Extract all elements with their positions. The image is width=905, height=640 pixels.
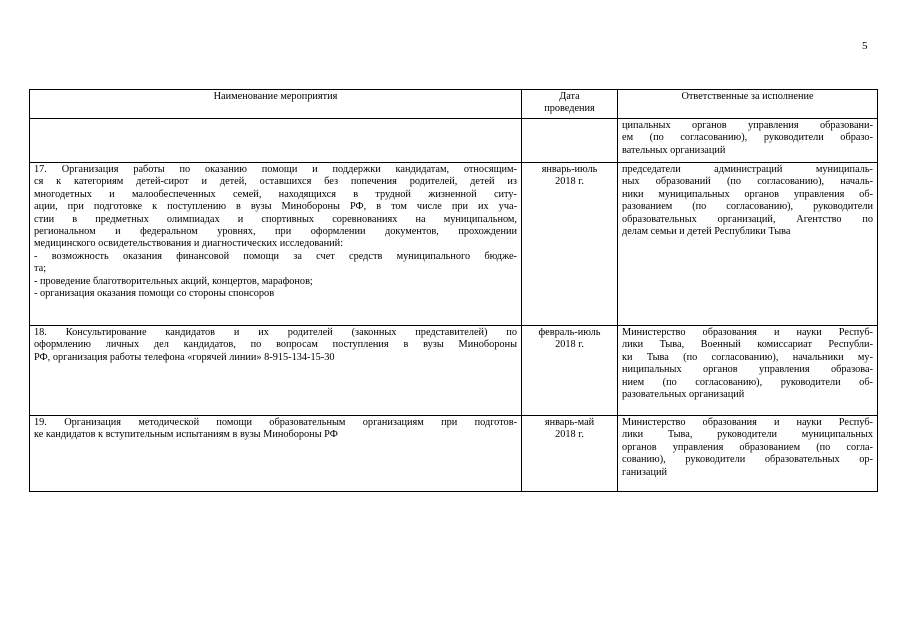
events-table bbox=[29, 89, 878, 492]
event-name-line: - возможность оказания финансовой помощи за счет средств муниципального бюдже- bbox=[34, 250, 517, 262]
responsible-cell bbox=[618, 119, 878, 163]
date-cell bbox=[522, 326, 618, 416]
event-name-cell bbox=[30, 119, 522, 163]
event-name-cell bbox=[30, 326, 522, 416]
responsible-line: председатели администраций муниципаль- bbox=[622, 164, 873, 175]
responsible-line: ки Тыва (по согласованию), начальники му- bbox=[622, 351, 873, 363]
responsible-line: ниципальных органов управления образова- bbox=[622, 364, 873, 376]
date-line: 2018 г. bbox=[555, 339, 584, 351]
responsible-line: образовательных организаций, Агентство по bbox=[622, 213, 873, 225]
responsible-line: органов управления образованием (по согла- bbox=[622, 441, 873, 453]
table-row-17 bbox=[30, 163, 878, 326]
responsible-line: вательных организаций bbox=[622, 144, 726, 156]
table-row-19 bbox=[30, 416, 878, 492]
header-date-line: проведения bbox=[544, 103, 595, 115]
responsible-line: ципальных органов управления образовани- bbox=[622, 120, 873, 131]
responsible-line: ники муниципальных органов управления об- bbox=[622, 188, 873, 200]
responsible-line: ганизаций bbox=[622, 466, 667, 478]
event-name-line: многодетных и малообеспеченных семей, находящихся в трудной жизненной ситу- bbox=[34, 188, 517, 200]
page-number: 5 bbox=[862, 40, 868, 52]
event-name-line: - организация оказания помощи со стороны спонсоров bbox=[34, 288, 275, 300]
header-date-line: Дата bbox=[559, 91, 580, 102]
event-name-line: медицинского освидетельствования и диагностических исследований: bbox=[34, 238, 344, 250]
date-cell bbox=[522, 416, 618, 492]
event-name-line: РФ, организация работы телефона «горячей линии» 8-915-134-15-30 bbox=[34, 351, 335, 363]
responsible-line: Министерство образования и науки Респуб- bbox=[622, 327, 873, 338]
date-line: январь-июль bbox=[541, 164, 598, 175]
date-cell bbox=[522, 119, 618, 163]
responsible-cell bbox=[618, 326, 878, 416]
responsible-line: нием (по согласованию), руководители об- bbox=[622, 376, 873, 388]
responsible-line: лики Тыва, Военный комиссариат Республи- bbox=[622, 339, 873, 351]
responsible-line: разовательных организаций bbox=[622, 389, 745, 401]
date-line: январь-май bbox=[544, 417, 595, 428]
event-name-line: 17. Организация работы по оказанию помощи и поддержки кандидатам, относящим- bbox=[34, 164, 517, 175]
event-name-cell bbox=[30, 163, 522, 326]
responsible-cell bbox=[618, 416, 878, 492]
event-name-line: ации, при подготовке к поступлению в вузы Минобороны РФ, в том числе при их уча- bbox=[34, 201, 517, 213]
date-cell bbox=[522, 163, 618, 326]
responsible-line: Министерство образования и науки Респуб- bbox=[622, 417, 873, 428]
event-name-line: - проведение благотворительных акций, концертов, марафонов; bbox=[34, 275, 313, 287]
date-line: февраль-июль bbox=[538, 327, 601, 338]
date-line: 2018 г. bbox=[555, 429, 584, 441]
responsible-line: ем (по согласованию), руководители образо- bbox=[622, 132, 873, 144]
table-row-continuation bbox=[30, 119, 878, 163]
event-name-line: ся к категориям детей-сирот и детей, оставшихся без попечения родителей, детей из bbox=[34, 176, 517, 188]
event-name-line: стии в предметных олимпиадах и спортивных соревнованиях на муниципальном, bbox=[34, 213, 517, 225]
event-name-line: региональном и федеральном уровнях, при оформлении документов, прохождении bbox=[34, 226, 517, 238]
event-name-line: 19. Организация методической помощи образовательным организациям при подготов- bbox=[34, 417, 517, 428]
header-date bbox=[522, 90, 618, 119]
event-name-cell bbox=[30, 416, 522, 492]
responsible-line: лики Тыва, руководители муниципальных bbox=[622, 429, 873, 441]
responsible-cell bbox=[618, 163, 878, 326]
responsible-line: разованием (по согласованию), руководители bbox=[622, 201, 873, 213]
responsible-line: сованию), руководители образовательных ор- bbox=[622, 454, 873, 466]
header-event-name: Наименование мероприятия bbox=[30, 90, 522, 119]
event-name-line: оформлению личных дел кандидатов, по вопросам поступления в вузы Минобороны bbox=[34, 339, 517, 351]
table-row-18 bbox=[30, 326, 878, 416]
responsible-line: ных образований (по согласованию), началь- bbox=[622, 176, 873, 188]
event-name-line: ке кандидатов к вступительным испытаниям в вузы Минобороны РФ bbox=[34, 429, 338, 441]
header-responsible: Ответственные за исполнение bbox=[618, 90, 878, 119]
date-line: 2018 г. bbox=[555, 176, 584, 188]
event-name-line: та; bbox=[34, 263, 47, 275]
event-name-line: 18. Консультирование кандидатов и их родителей (законных представителей) по bbox=[34, 327, 517, 338]
responsible-line: делам семьи и детей Республики Тыва bbox=[622, 226, 791, 238]
table-header-row bbox=[30, 90, 878, 119]
